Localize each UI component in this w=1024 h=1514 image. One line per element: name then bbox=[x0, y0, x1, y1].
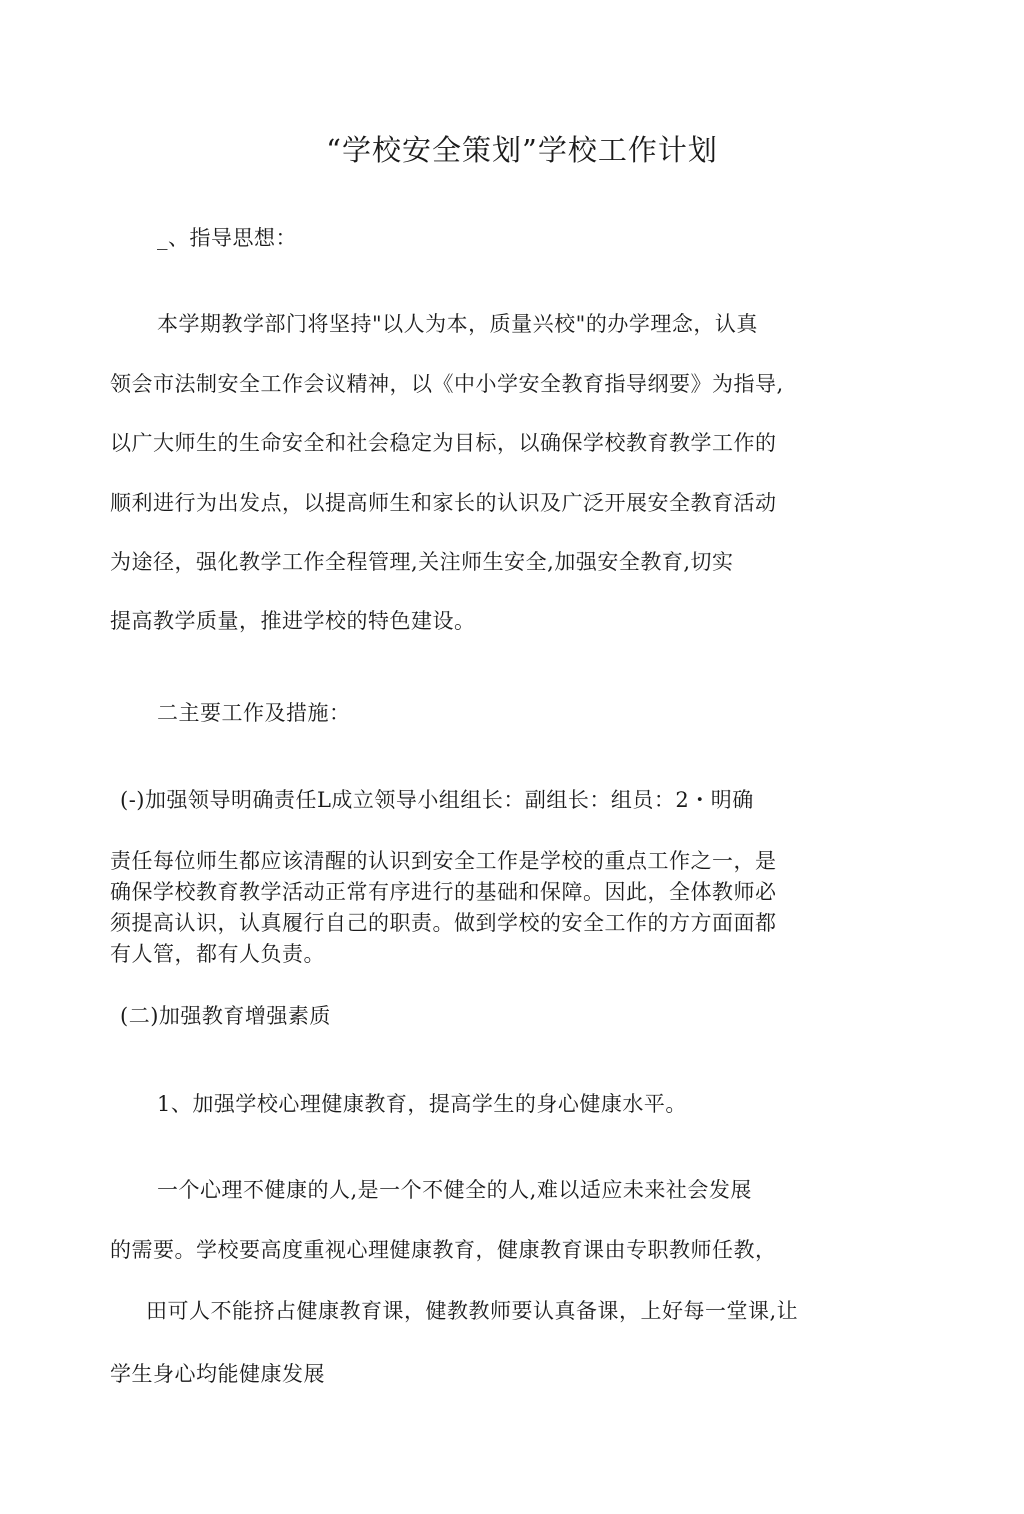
item1-line-4: 有人管，都有人负责。 bbox=[110, 942, 325, 966]
section1-line-5: 为途径，强化教学工作全程管理,关注师生安全,加强安全教育,切实 bbox=[110, 550, 734, 574]
item1-line-1: 责任每位师生都应该清醒的认识到安全工作是学校的重点工作之一，是 bbox=[110, 849, 777, 873]
subitem1-line-2: 的需要。学校要高度重视心理健康教育，健康教育课由专职教师任教， bbox=[110, 1238, 777, 1262]
section1-line-6: 提高教学质量，推进学校的特色建设。 bbox=[110, 609, 476, 633]
item1-line-3: 须提高认识，认真履行自己的职责。做到学校的安全工作的方方面面都 bbox=[110, 911, 777, 935]
subitem1-line-3: 田可人不能挤占健康教育课，健教教师要认真备课，上好每一堂课,让 bbox=[146, 1299, 799, 1323]
section1-line-3: 以广大师生的生命安全和社会稳定为目标，以确保学校教育教学工作的 bbox=[110, 431, 777, 455]
subitem1-line-4: 学生身心均能健康发展 bbox=[110, 1362, 325, 1386]
section1-line-4: 顺利进行为出发点，以提高师生和家长的认识及广泛开展安全教育活动 bbox=[110, 491, 777, 515]
subitem1-line-1: 一个心理不健康的人,是一个不健全的人,难以适应未来社会发展 bbox=[157, 1178, 752, 1202]
item2-heading: (二)加强教育增强素质 bbox=[120, 1004, 331, 1028]
item1-heading: (-)加强领导明确责任L成立领导小组组长：副组长：组员：2・明确 bbox=[120, 788, 754, 812]
section1-line-1: 本学期教学部门将坚持"以人为本，质量兴校"的办学理念，认真 bbox=[157, 312, 758, 336]
section1-heading: _、指导思想： bbox=[157, 226, 297, 250]
item1-line-2: 确保学校教育教学活动正常有序进行的基础和保障。因此，全体教师必 bbox=[110, 880, 777, 904]
subitem1-heading: 1、加强学校心理健康教育，提高学生的身心健康水平。 bbox=[157, 1092, 687, 1116]
section2-heading: 二主要工作及措施： bbox=[157, 701, 351, 725]
document-title: “学校安全策划”学校工作计划 bbox=[326, 133, 718, 167]
section1-line-2: 领会市法制安全工作会议精神，以《中小学安全教育指导纲要》为指导, bbox=[110, 372, 784, 396]
